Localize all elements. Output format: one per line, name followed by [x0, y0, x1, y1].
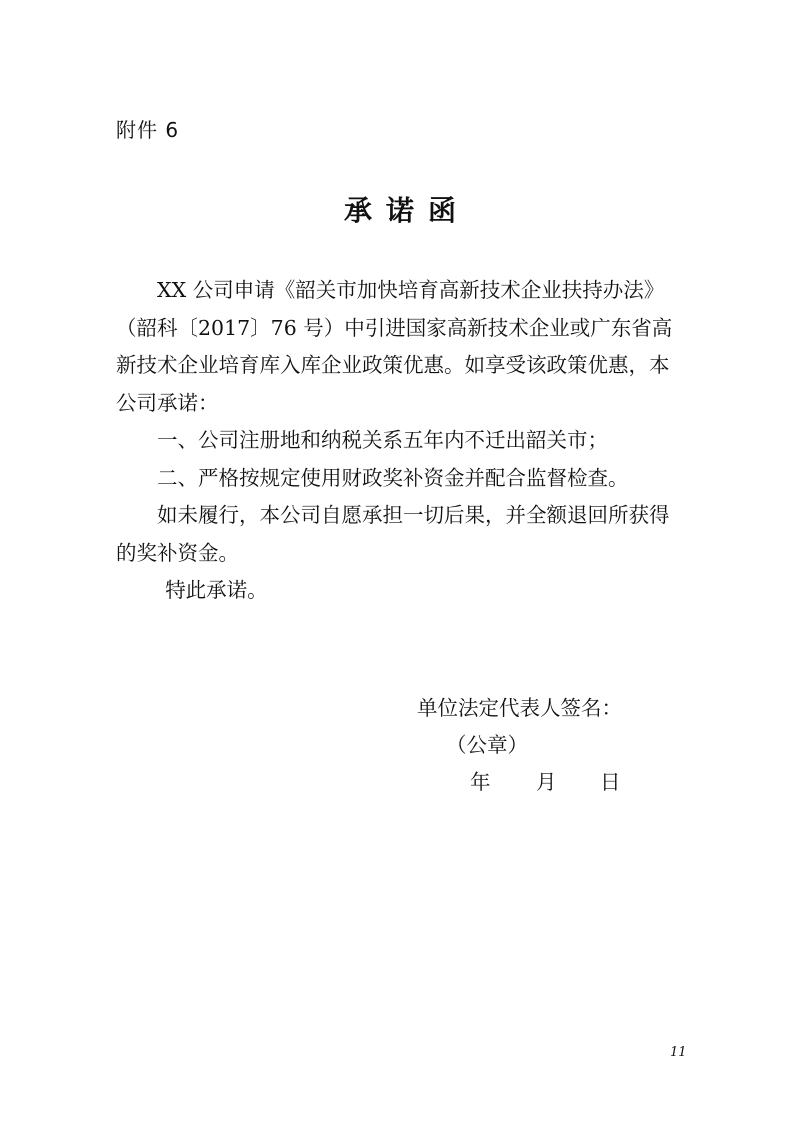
intro-line: XX 公司申请《韶关市加快培育高新技术企业扶持办法》 [157, 278, 665, 302]
intro-paragraph [116, 272, 688, 422]
representative-signature-label: 单位法定代表人签名： [417, 696, 622, 720]
commitment-item-1-text: 一、公司注册地和纳税关系五年内不迁出韶关市； [157, 428, 608, 452]
closing-paragraph [116, 572, 688, 610]
date-month-label: 月 [536, 770, 557, 794]
intro-line: （韶科〔2017〕76 号）中引进国家高新技术企业或广东省高 [116, 315, 673, 340]
intro-line: 公司承诺： [116, 390, 219, 415]
breach-line: 如未履行，本公司自愿承担一切后果，并全额退回所获得 [157, 503, 670, 527]
breach-paragraph [116, 497, 688, 572]
date-day-label: 日 [600, 770, 621, 794]
commitment-item-1 [116, 422, 688, 460]
commitment-item-2 [116, 460, 688, 498]
signature-date [470, 768, 630, 796]
closing-text: 特此承诺。 [165, 578, 268, 602]
company-seal-label: （公章） [446, 733, 528, 757]
document-title: 承诺函 [343, 194, 470, 227]
attachment-label: 附件 6 [116, 118, 180, 142]
date-year-label: 年 [470, 770, 491, 794]
document-body [116, 272, 688, 610]
intro-line: 新技术企业培育库入库企业政策优惠。如享受该政策优惠，本 [116, 353, 670, 377]
commitment-item-2-text: 二、严格按规定使用财政奖补资金并配合监督检查。 [157, 465, 629, 490]
page-number: 11 [670, 1045, 687, 1060]
breach-line: 的奖补资金。 [116, 540, 239, 565]
